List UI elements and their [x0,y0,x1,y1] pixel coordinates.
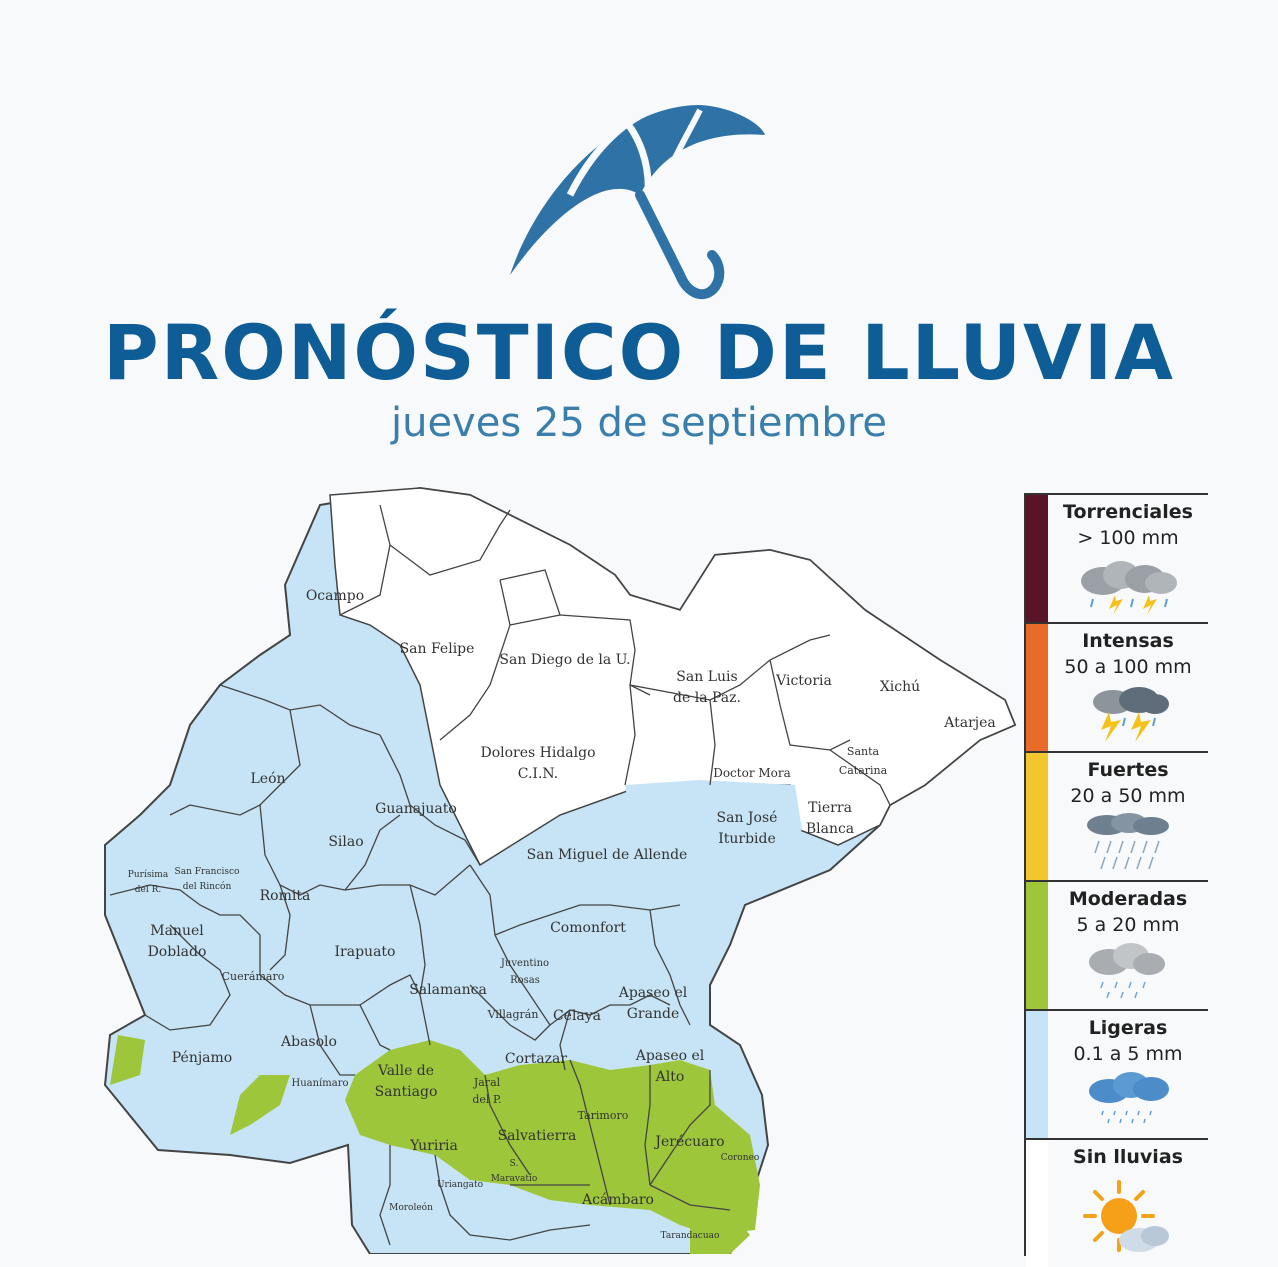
label-sf-rincon: San Francisco [174,867,240,877]
legend-range: 0.1 a 5 mm [1073,1043,1183,1065]
label-leon: León [250,771,286,787]
label-coroneo: Coroneo [720,1153,760,1163]
legend-range: > 100 mm [1077,527,1179,549]
legend-item-torrenciales [1026,495,1208,624]
guanajuato-rain-map [90,485,1020,1254]
sun-cloud-icon [1073,1178,1183,1258]
legend-range: 50 a 100 mm [1064,656,1192,678]
legend-label: Torrenciales [1063,501,1193,523]
label-juventino: Juventino [500,958,550,969]
legend-item-moderadas [1026,882,1208,1011]
label-cueramaro: Cuerámaro [221,970,285,983]
label-xichu: Xichú [879,679,921,695]
label-san-diego: San Diego de la U. [499,652,631,668]
legend-item-intensas [1026,624,1208,753]
label-santa-catarina: Santa [846,745,880,758]
storm-lightning-icon [1073,682,1183,744]
label-dolores: Dolores Hidalgo [480,745,596,761]
label-apaseo-alto-2: Alto [655,1069,685,1085]
label-san-luis: San Luis [676,669,738,685]
label-manuel-doblado: Manuel [150,923,204,939]
label-moroleon: Moroleón [389,1203,433,1213]
label-jerecuaro: Jerécuaro [655,1134,725,1150]
label-dolores-2: C.I.N. [517,766,559,782]
label-tarimoro: Tarimoro [577,1109,629,1122]
label-villagran: Villagrán [487,1008,539,1021]
label-doctor-mora: Doctor Mora [713,766,791,780]
label-valle-santiago: Valle de [377,1063,435,1079]
legend-label: Intensas [1082,630,1174,652]
label-san-felipe: San Felipe [399,641,475,657]
label-abasolo: Abasolo [281,1034,337,1050]
legend-swatch [1026,753,1048,880]
label-cortazar: Cortazar [504,1051,568,1067]
legend-label: Fuertes [1087,759,1169,781]
label-romita: Romita [259,888,311,904]
label-guanajuato: Guanajuato [375,801,457,817]
label-tierra-blanca: Tierra [808,800,852,816]
legend-swatch [1026,1140,1048,1267]
label-valle-santiago-2: Santiago [374,1084,438,1100]
label-purisima-2: del R. [134,885,162,895]
label-yuriria: Yuriria [410,1138,458,1154]
label-apaseo-grande-2: Grande [626,1006,680,1022]
label-jaral: Jaral [473,1076,501,1089]
label-uriangato: Uriangato [436,1180,484,1190]
page-title: PRONÓSTICO DE LLUVIA [103,308,1175,397]
label-san-miguel: San Miguel de Allende [526,847,688,863]
label-celaya: Celaya [552,1008,602,1024]
label-jaral-2: del P. [472,1093,502,1106]
label-huanimaro: Huanímaro [291,1078,349,1089]
label-comonfort: Comonfort [550,920,626,936]
label-ocampo: Ocampo [305,588,365,604]
rain-cloud-icon [1073,940,1183,1002]
legend-item-sin-lluvias [1026,1140,1208,1267]
label-apaseo-grande: Apaseo el [618,985,688,1001]
label-penjamo: Pénjamo [171,1050,233,1066]
label-san-jose: San José [716,810,778,826]
legend-swatch [1026,624,1048,751]
label-s-maravatio-2: Maravatío [490,1174,538,1184]
light-rain-icon [1073,1069,1183,1131]
heavy-rain-icon [1073,811,1183,873]
legend-range: 20 a 50 mm [1070,785,1186,807]
legend-swatch [1026,1011,1048,1138]
page-subtitle: jueves 25 de septiembre [390,400,887,446]
label-salvatierra: Salvatierra [497,1128,577,1144]
legend-item-ligeras [1026,1011,1208,1140]
label-tarandacuao: Tarandacuao [660,1231,720,1241]
legend-label: Moderadas [1068,888,1188,910]
label-sf-rincon-2: del Rincón [182,882,232,892]
legend-range: 5 a 20 mm [1076,914,1180,936]
rain-legend [1024,493,1208,1256]
label-purisima: Purísima [127,870,169,880]
label-acambaro: Acámbaro [581,1192,655,1208]
legend-label: Sin lluvias [1073,1146,1183,1168]
label-atarjea: Atarjea [944,715,996,731]
label-santa-catarina-2: Catarina [838,764,888,777]
label-san-luis-2: de la Paz. [673,690,741,706]
label-irapuato: Irapuato [334,944,396,960]
legend-item-fuertes [1026,753,1208,882]
label-juventino-2: Rosas [510,975,540,986]
thunderstorm-cloud-icon [1073,553,1183,615]
legend-label: Ligeras [1088,1017,1168,1039]
label-manuel-doblado-2: Doblado [147,944,207,960]
label-tierra-blanca-2: Blanca [805,821,855,837]
label-salamanca: Salamanca [409,982,487,998]
legend-swatch [1026,495,1048,622]
label-silao: Silao [328,834,364,850]
label-san-jose-2: Iturbide [718,831,776,847]
legend-swatch [1026,882,1048,1009]
label-s-maravatio: S. [509,1159,519,1169]
umbrella-icon [500,95,780,310]
label-apaseo-alto: Apaseo el [635,1048,705,1064]
label-victoria: Victoria [776,673,832,689]
